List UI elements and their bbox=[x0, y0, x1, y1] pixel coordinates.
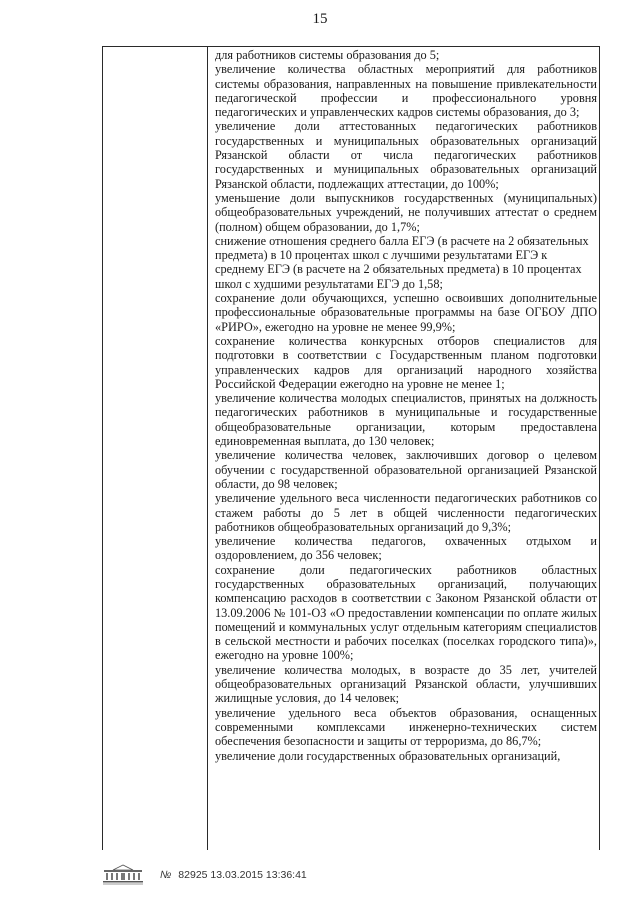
document-table bbox=[102, 46, 600, 850]
column-divider bbox=[207, 47, 208, 850]
page-number: 15 bbox=[312, 11, 328, 27]
document-stamp bbox=[160, 869, 307, 881]
indicators-cell bbox=[215, 48, 597, 763]
indicator-entry: сохранение доли обучающихся, успешно освоивших дополнительные профессиональные образовательные программы на базе ОГБОУ ДПО «РИРО», ежегодно на уровне не менее 99,9%; bbox=[215, 291, 597, 334]
indicator-entry: сохранение доли педагогических работников областных государственных образовательных организаций, получающих компенсацию расходов в соответствии с Законом Рязанской области от 13.09.2006 № 101-ОЗ «О предоставлении компенсации по оплате жилых помещений и коммунальных услуг отдельным категориям специалистов в сельской местности и рабочих поселках (поселках городского типа)», ежегодно на уровне 100%; bbox=[215, 562, 597, 663]
indicator-entry: снижение отношения среднего балла ЕГЭ (в расчете на 2 обязательных предмета) в 10 процентах школ с лучшими результатами ЕГЭ к среднему ЕГЭ (в расчете на 2 обязательных предмета) в 10 процентах школ с худшими результатами ЕГЭ до 1,58; bbox=[215, 233, 589, 291]
indicator-entry: увеличение удельного веса численности педагогических работников со стажем работы до 5 лет в общей численности педагогических работников общеобразовательных организаций до 9,3%; bbox=[215, 491, 597, 534]
document-number: 82925 bbox=[178, 869, 208, 881]
indicator-entry: увеличение количества областных мероприятий для работников системы образования, направленных на повышение привлекательности педагогической профессии и профессионального уровня педагогических и управленческих кадров системы образования, до 3; bbox=[215, 62, 597, 120]
indicator-entry: увеличение количества молодых, в возрасте до 35 лет, учителей общеобразовательных организаций Рязанской области, улучшивших жилищные условия, до 14 человек; bbox=[215, 662, 597, 706]
indicator-entry: увеличение количества педагогов, охваченных отдыхом и оздоровлением, до 356 человек; bbox=[215, 534, 597, 563]
indicator-entry: увеличение количества молодых специалистов, принятых на должность педагогических работников в муниципальные и государственные общеобразовательные организации, которым предоставлена единовременная выплата, до 130 человек; bbox=[215, 391, 597, 449]
indicator-entry: для работников системы образования до 5; bbox=[215, 48, 440, 62]
indicator-entry: увеличение удельного веса объектов образования, оснащенных современными комплексами инженерно-технических систем обеспечения безопасности и защиты от терроризма, до 86,7%; bbox=[215, 705, 597, 749]
indicator-entry: увеличение количества человек, заключивших договор о целевом обучении с государственной образовательной организацией Рязанской области, до 98 человек; bbox=[215, 448, 597, 491]
document-datetime: 13.03.2015 13:36:41 bbox=[210, 869, 307, 881]
number-sign: № bbox=[160, 869, 172, 881]
building-seal-icon bbox=[100, 864, 146, 886]
indicator-entry: сохранение количества конкурсных отборов специалистов для подготовки в соответствии с Государственным планом подготовки управленческих кадров для организаций народного хозяйства Российской Федерации ежегодно на уровне не менее 1; bbox=[215, 333, 597, 391]
indicator-entry: увеличение доли аттестованных педагогических работников государственных и муниципальных образовательных организаций Рязанской области от числа педагогических работников государственных и муниципальных образовательных организаций Рязанской области, подлежащих аттестации, до 100%; bbox=[215, 119, 597, 191]
indicator-entry: увеличение доли государственных образовательных организаций, bbox=[215, 748, 561, 763]
indicator-entry: уменьшение доли выпускников государственных (муниципальных) общеобразовательных учреждений, не получивших аттестат о среднем (полном) общем образовании, до 1,7%; bbox=[215, 190, 597, 234]
